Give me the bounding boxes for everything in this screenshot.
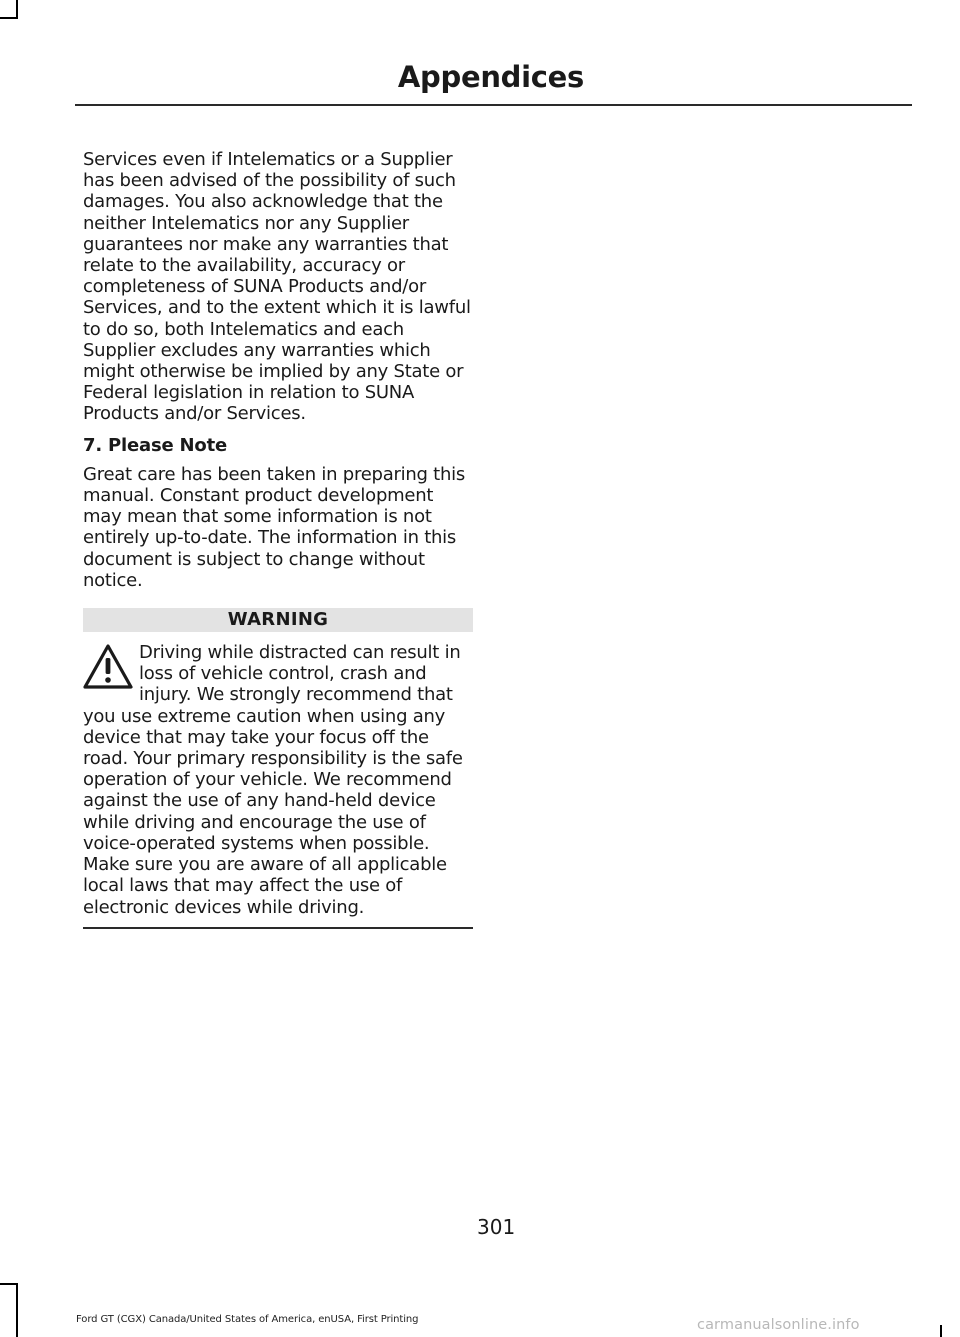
warning-text: Driving while distracted can result in loss of vehicle control, crash and injury. We strongly recommend that you use extreme caution when using any device that may take your focus off the road. Your primary responsibility is the safe operation of your vehicle. We recommend against the use of any hand-held device while driving and encourage the use of voice-operated systems when possible. Make sure you are aware of all applicable local laws that may affect the use of electronic devices while driving. (83, 642, 463, 918)
section-title: Appendices (397, 60, 584, 94)
header-divider (75, 104, 912, 106)
warning-end-divider (83, 927, 473, 929)
main-column (83, 149, 473, 929)
warning-label: WARNING (83, 608, 473, 632)
warning-box (83, 608, 473, 929)
body-paragraph-1: Services even if Intelematics or a Supplier has been advised of the possibility of such damages. You also acknowledge that the neither Intelematics nor any Supplier guarantees nor make any warranties that relate to the availability, accuracy or completeness of SUNA Products and/or Services, and to the extent which it is lawful to do so, both Intelematics and each Supplier excludes any warranties which might otherwise be implied by any State or Federal legislation in relation to SUNA Products and/or Services. (83, 149, 471, 425)
crop-mark-top-left-horizontal (0, 17, 18, 19)
crop-mark-bottom-left-horizontal (0, 1283, 18, 1285)
watermark: carmanualsonline.info (697, 1317, 860, 1333)
crop-mark-top-left-vertical (16, 0, 18, 18)
publication-info: Ford GT (CGX) Canada/United States of America, enUSA, First Printing (76, 1314, 419, 1325)
warning-body (83, 642, 473, 918)
crop-mark-bottom-right-vertical (940, 1325, 942, 1337)
warning-triangle-icon (83, 644, 133, 690)
page-number: 301 (477, 1215, 516, 1239)
body-paragraph-2: Great care has been taken in preparing this manual. Constant product development may mean that some information is not entirely up-to-date. The information in this document is subject to change without notice. (83, 463, 466, 591)
crop-mark-bottom-left-vertical (16, 1283, 18, 1337)
section-heading: 7. Please Note (83, 434, 227, 456)
